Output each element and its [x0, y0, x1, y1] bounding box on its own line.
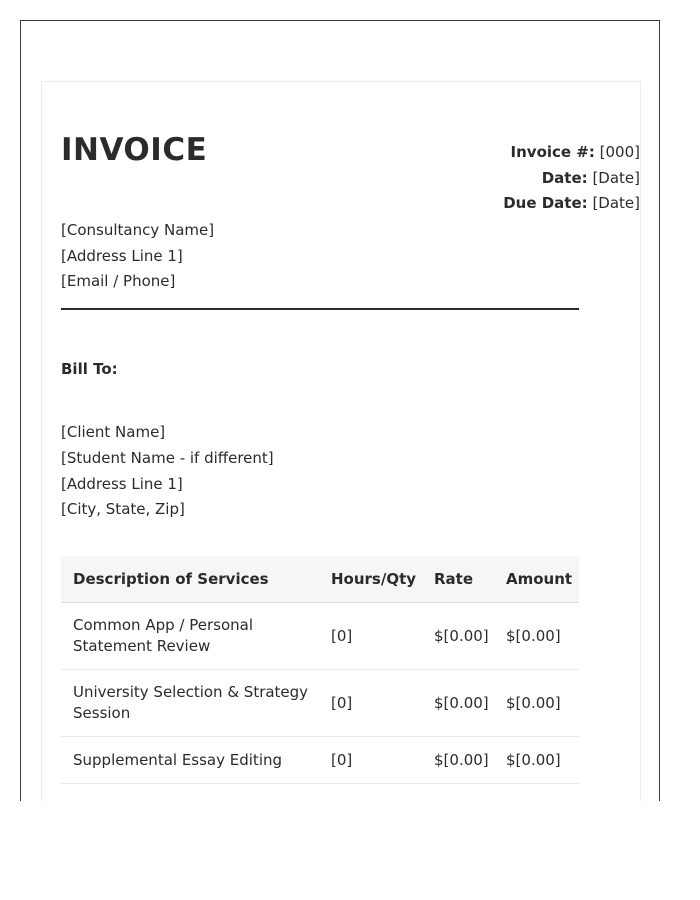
invoice-due-date-value: [Date]: [592, 194, 640, 212]
invoice-date-value: [Date]: [592, 169, 640, 187]
invoice-number-value: [000]: [599, 143, 640, 161]
row-rate: $[0.00]: [422, 737, 494, 784]
header-divider: [61, 308, 579, 310]
table-header-row: [61, 556, 579, 603]
student-name: [Student Name - if different]: [61, 449, 274, 467]
row-description: Common App / Personal Statement Review: [61, 603, 319, 670]
table-row: [61, 670, 579, 737]
row-hours: [0]: [319, 603, 422, 670]
header-hours: Hours/Qty: [319, 556, 422, 603]
invoice-due-date-label: Due Date:: [503, 194, 588, 212]
header-amount: Amount: [494, 556, 579, 603]
consultancy-address: [Address Line 1]: [61, 247, 183, 265]
invoice-date-label: Date:: [541, 169, 588, 187]
row-description: Supplemental Essay Editing: [61, 737, 319, 784]
invoice-title: INVOICE: [61, 132, 208, 168]
services-table: [61, 556, 579, 784]
invoice-number-label: Invoice #:: [510, 143, 595, 161]
invoice-number: [511, 142, 640, 162]
header-description: Description of Services: [61, 556, 319, 603]
invoice-date: [542, 168, 640, 188]
bill-to-heading: Bill To:: [61, 360, 118, 378]
row-amount: $[0.00]: [494, 670, 579, 737]
page-bottom-margin: [0, 801, 700, 900]
table-row: [61, 603, 579, 670]
consultancy-contact: [Email / Phone]: [61, 272, 176, 290]
row-amount: $[0.00]: [494, 737, 579, 784]
row-hours: [0]: [319, 670, 422, 737]
row-description: University Selection & Strategy Session: [61, 670, 319, 737]
row-hours: [0]: [319, 737, 422, 784]
row-amount: $[0.00]: [494, 603, 579, 670]
client-address: [Address Line 1]: [61, 475, 183, 493]
table-row: [61, 737, 579, 784]
row-rate: $[0.00]: [422, 603, 494, 670]
client-name: [Client Name]: [61, 423, 166, 441]
row-rate: $[0.00]: [422, 670, 494, 737]
client-city-state-zip: [City, State, Zip]: [61, 500, 185, 518]
consultancy-name: [Consultancy Name]: [61, 221, 215, 239]
invoice-due-date: [503, 193, 640, 213]
header-rate: Rate: [422, 556, 494, 603]
